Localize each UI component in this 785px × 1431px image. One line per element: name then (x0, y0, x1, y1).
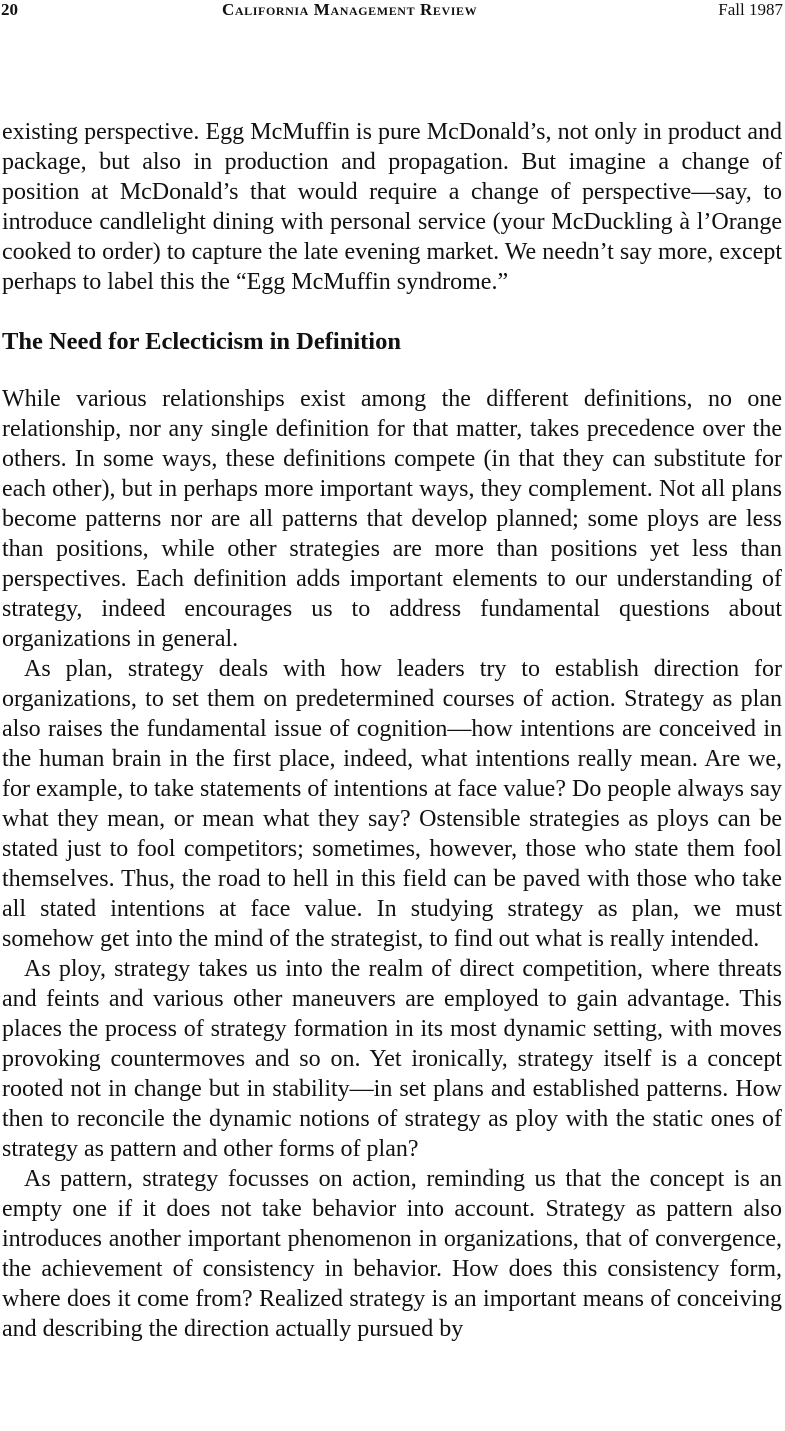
issue-label: Fall 1987 (718, 0, 783, 19)
body-paragraph: While various relationships exist among the different definitions, no one relationship, nor any single definition for that matter, takes precedence over the others. In some ways, these definitions compete (in that they can substitute for each other), but in perhaps more important ways, they complement. Not all plans become patterns nor are all patterns that develop planned; some ploys are less than positions, while other strategies are more than positions yet less than perspectives. Each definition adds important elements to our understanding of strategy, indeed encourages us to address fundamental questions about organizations in general. (2, 386, 782, 652)
body-paragraph: As ploy, strategy takes us into the realm of direct competition, where threats and feints and various other maneuvers are employed to gain advantage. This places the process of strategy formation in its most dynamic setting, with moves provoking countermoves and so on. Yet ironically, strategy itself is a concept rooted not in change but in stability—in set plans and established patterns. How then to reconcile the dynamic notions of strategy as ploy with the static ones of strategy as pattern and other forms of plan? (2, 956, 782, 1162)
page-number: 20 (1, 0, 18, 19)
article-body (2, 117, 782, 1344)
running-header (0, 0, 785, 24)
journal-title-text: California Management Review (222, 0, 478, 19)
section-heading: The Need for Eclecticism in Definition (2, 328, 401, 355)
journal-title (222, 0, 477, 20)
intro-paragraph: existing perspective. Egg McMuffin is pure McDonald’s, not only in product and package, but also in production and propagation. But imagine a change of position at McDonald’s that would require a change of perspective—say, to introduce candlelight dining with personal service (your McDuckling à l’Orange cooked to order) to capture the late evening market. We needn’t say more, except perhaps to label this the “Egg McMuffin syndrome.” (2, 119, 782, 295)
body-paragraph: As pattern, strategy focusses on action, reminding us that the concept is an empty one if it does not take behavior into account. Strategy as pattern also introduces another important phenomenon in organizations, that of convergence, the achievement of consistency in behavior. How does this consistency form, where does it come from? Realized strategy is an important means of conceiving and describing the direction actually pursued by (2, 1166, 782, 1342)
body-paragraph: As plan, strategy deals with how leaders try to establish direction for organizations, to set them on predetermined courses of action. Strategy as plan also raises the fundamental issue of cognition—how intentions are conceived in the human brain in the first place, indeed, what intentions really mean. Are we, for example, to take statements of intentions at face value? Do people always say what they mean, or mean what they say? Ostensible strategies as ploys can be stated just to fool competitors; sometimes, however, those who state them fool themselves. Thus, the road to hell in this field can be paved with those who take all stated intentions at face value. In studying strategy as plan, we must somehow get into the mind of the strategist, to find out what is really intended. (2, 656, 782, 952)
